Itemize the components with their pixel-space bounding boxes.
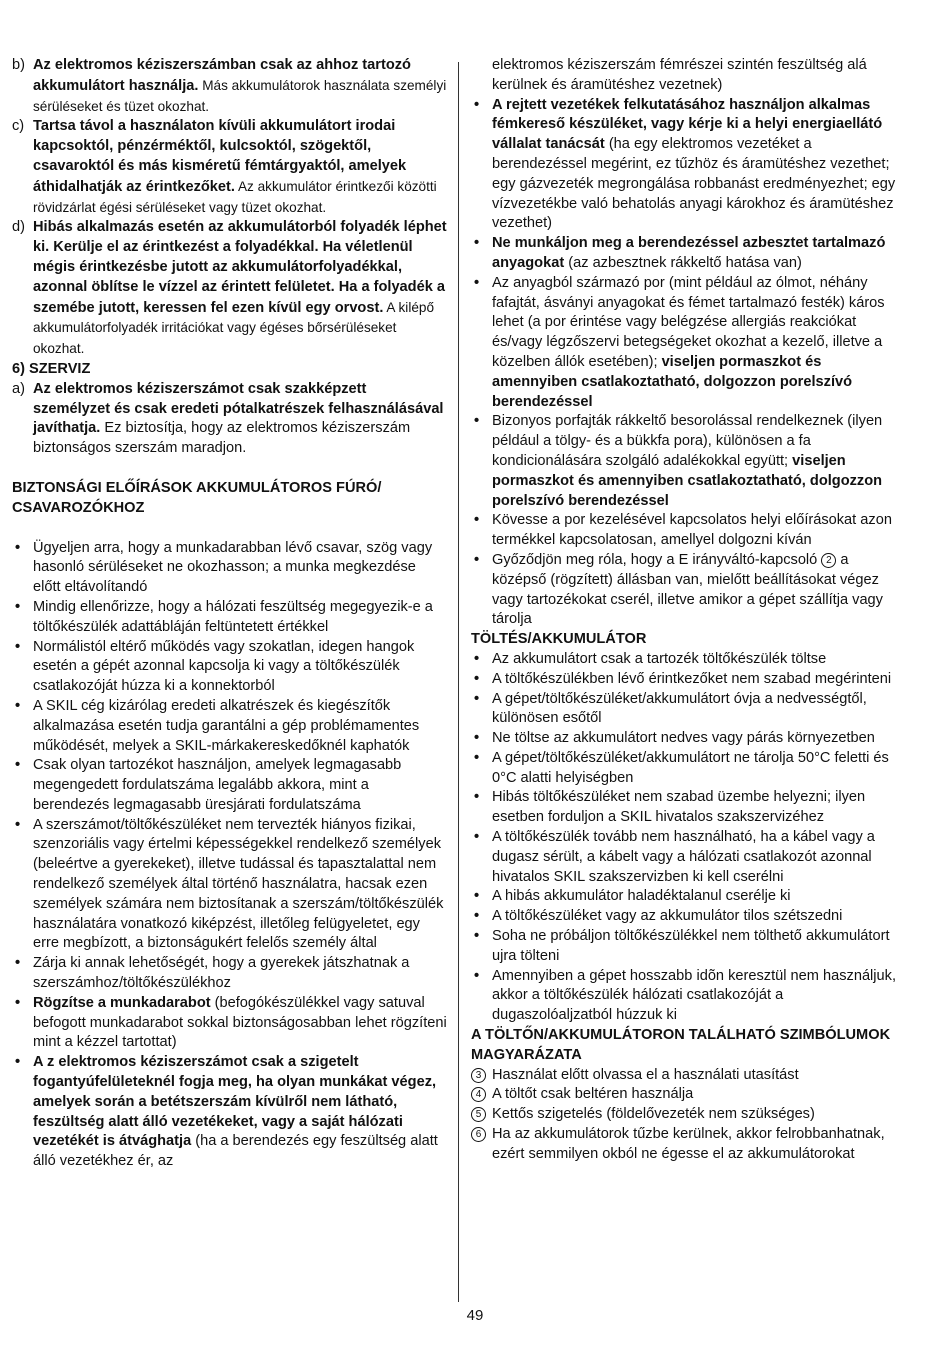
bullet-text: Bizonyos porfajták rákkeltő besorolással rendelkeznek (ilyen például a tölgy- és a bükkfa pora), különösen a fa kondicionálására szolgáló adalékokkal együtt;	[492, 413, 883, 469]
charging-bullet-item	[471, 907, 905, 927]
bullet-bold-text: viseljen pormaszkot és amennyiben csatlakoztatható, dolgozzon porelszívó berendezéssel	[492, 452, 883, 509]
bullet-item	[12, 598, 447, 638]
item-text: A kilépő akkumulátorfolyadék irritációkat vagy égéses bőrsérüléseket okozhat.	[33, 299, 435, 357]
charging-bullet-item	[471, 690, 905, 730]
symbol-text: Ha az akkumulátorok tűzbe kerülnek, akkor felrobbanhatnak, ezért semmilyen okból ne égesse el az akkumulátorokat	[492, 1126, 885, 1162]
list-item-d	[12, 218, 447, 360]
bullet-item	[471, 412, 905, 511]
bullet-item	[12, 816, 447, 955]
symbol-number: 3	[471, 1068, 486, 1083]
column-divider	[458, 62, 459, 1302]
symbol-item	[471, 1105, 905, 1125]
item-bold-text: Az elektromos kéziszerszámot csak szakképzett személyzet és csak eredeti pótalkatrészek felhasználásával javíthatja.	[33, 380, 444, 437]
charging-bullet-item	[471, 887, 905, 907]
bullet-item	[12, 756, 447, 815]
charging-bullet-item	[471, 729, 905, 749]
bullet-text: A gépet/töltőkészüléket/akkumulátort ne tárolja 50°C feletti és 0°C alatti helyiségben	[492, 749, 889, 786]
bullet-item	[12, 954, 447, 994]
bullet-text: A töltőkészülék tovább nem használható, ha a kábel vagy a dugasz sérült, a kábelt vagy a hálózati csatlakozót azonnal hivatalos SKIL szakszervizben ki kell cserélni	[492, 829, 875, 885]
item-bold-text: Hibás alkalmazás esetén az akkumulátorból folyadék léphet ki. Kerülje el az érintkezést a folyadékkal. Ha véletlenül mégis érintkezésbe jutott az akkumulátorfolyadékkal, azonnal öblítse le vízzel az érintett felületet. Ha a folyadék a szemébe jutott, keressen fel ezen kívül egy orvost.	[33, 219, 447, 316]
right-column	[471, 56, 905, 1165]
bullet-item	[471, 96, 905, 235]
bullet-item	[12, 539, 447, 598]
charging-bullet-item	[471, 749, 905, 789]
bullet-text: A töltőkészüléket vagy az akkumulátor tilos szétszedni	[492, 908, 843, 925]
item-text: Más akkumulátorok használata személyi sérüléseket és tüzet okozhat.	[33, 77, 447, 114]
bullet-text: Hibás töltőkészüléket nem szabad üzembe helyezni; ilyen esetben forduljon a SKIL hivatalos szakszervizéhez	[492, 789, 866, 826]
item-text: Ez biztosítja, hogy az elektromos kéziszerszám biztonságos szerszám maradjon.	[33, 420, 411, 457]
symbol-number: 4	[471, 1087, 486, 1102]
bullet-text: (befogókészülékkel vagy satuval befogott munkadarabot sokkal biztonságosabban lehet rögzíteni mint a kézzel tartottat)	[33, 994, 447, 1051]
item-bold-text: Az elektromos kéziszerszámban csak az ahhoz tartozó akkumulátort használja.	[33, 57, 411, 94]
bullet-item	[12, 697, 447, 756]
charging-bullet-item	[471, 670, 905, 690]
symbol-number: 5	[471, 1107, 486, 1122]
bullet-item	[12, 1053, 447, 1172]
bullet-item	[12, 638, 447, 697]
symbol-number: 6	[471, 1127, 486, 1142]
symbol-text: Kettős szigetelés (földelővezeték nem szükséges)	[492, 1106, 815, 1123]
item-marker: d)	[12, 219, 25, 236]
charging-bullet-item	[471, 967, 905, 1026]
switch-bullet	[471, 551, 905, 630]
bullet-text: Az akkumulátort csak a tartozék töltőkészülék töltse	[492, 650, 827, 667]
bullet-text: Normálistól eltérő működés vagy szokatlan, idegen hangok esetén a gépét azonnal kapcsolja ki vagy a töltőkészülék csatlakozóját húzza ki a konnektorból	[33, 638, 415, 695]
callout-number: 2	[821, 553, 836, 568]
item-text: Az akkumulátor érintkezői közötti rövidzárlat égési sérüléseket vagy tüzet okozhat.	[33, 178, 437, 215]
symbol-item	[471, 1085, 905, 1105]
bullet-text: Győződjön meg róla, hogy a E irányváltó-kapcsoló	[492, 551, 822, 568]
bullet-text: Zárja ki annak lehetőségét, hogy a gyerekek játszhatnak a szerszámhoz/töltőkészülékhoz	[33, 955, 410, 992]
safety-bullet-list	[12, 539, 447, 1173]
charging-bullet-item	[471, 650, 905, 670]
bullet-text: Ügyeljen arra, hogy a munkadarabban lévő csavar, szög vagy hasonló sérüléseket ne okozhasson; a munka megkezdése előtt eltávolítandó	[33, 539, 433, 596]
bullet-item	[471, 234, 905, 274]
bullet-text: A gépet/töltőkészüléket/akkumulátort óvja a nedvességtől, különösen esőtől	[492, 690, 867, 727]
bullet-bold-text: A z elektromos kéziszerszámot csak a szigetelt fogantyúfelületeknél fogja meg, ha olyan munkákat végez, amelyek során a betétszerszám kívülről nem látható, feszültség alatt álló vezetékeket, vagy a saját hálózati vezetékét is átvághatja	[33, 1054, 437, 1150]
bullet-text: Csak olyan tartozékot használjon, amelyek legmagasabb megengedett fordulatszáma legalább akkora, mint a berendezés legmagasabb üresjárati fordulatszáma	[33, 757, 402, 813]
safety-bullet-list-continued	[471, 96, 905, 551]
bullet-text: (ha a berendezés egy feszültség alatt álló vezetékhez ér, az	[33, 1133, 438, 1170]
item-marker: a)	[12, 380, 25, 397]
bullet-text: a középső (rögzített) állásban van, mielőtt beállításokat végez vagy tartozékokat cserél, illetve amikor a gépet szállítja vagy tárolja	[492, 551, 883, 628]
bullet-item	[471, 274, 905, 413]
left-column	[12, 56, 447, 1172]
bullet-text: A szerszámot/töltőkészüléket nem tervezték hiányos fizikai, szenzoriális vagy értelmi képességekkel rendelkező személyek (beleértve a gyerekeket), illetve tudással és tapasztalattal nem rendelkező személyek által történő használatra, hacsak ezen személyek számára nem biztosítanak a szerszám/töltőkészülék használatára vonatkozó kiképzést, illetőleg felügyeletet, egy erre megbízott, a biztonságukért felelős személy által	[33, 816, 444, 952]
symbol-item	[471, 1125, 905, 1165]
list-item-a	[12, 380, 447, 459]
symbol-text: A töltőt csak beltéren használja	[492, 1086, 694, 1103]
symbol-item	[471, 1066, 905, 1086]
bullet-text: (az azbesztnek rákkeltő hatása van)	[564, 254, 802, 271]
item-bold-text: Tartsa távol a használaton kívüli akkumulátort irodai kapcsoktól, pénzérméktől, kulcsoktól, szögektől, csavaroktól és más kisméretű fémtárgyaktól, amelyek áthidalhatják az érintkezőket.	[33, 118, 407, 195]
list-item-c	[12, 117, 447, 218]
bullet-bold-text: A rejtett vezetékek felkutatásához használjon alkalmas fémkereső készüléket, vagy kérje ki a helyi energiaellátó vállalat tanácsát	[492, 96, 883, 153]
bullet-text: A töltőkészülékben lévő érintkezőket nem szabad megérinteni	[492, 670, 892, 687]
item-marker: c)	[12, 118, 25, 135]
bullet-item	[12, 994, 447, 1053]
continued-text: elektromos kéziszerszám fémrészei szintén feszültség alá kerülnek és áramütéshez vezetnek)	[492, 57, 867, 93]
bullet-text: Soha ne próbáljon töltőkészülékkel nem tölthető akkumulátort ujra tölteni	[492, 928, 890, 964]
charging-heading: TÖLTÉS/AKKUMULÁTOR	[471, 631, 647, 648]
charging-bullet-item	[471, 927, 905, 967]
page-number: 49	[466, 1307, 484, 1324]
bullet-text: A SKIL cég kizárólag eredeti alkatrészek és kiegészítők alkalmazása esetén tudja garantálni a gép problémamentes működését, melyek a SKIL-márkakereskedőknél kaphatók	[33, 697, 420, 754]
charging-bullet-item	[471, 828, 905, 887]
safety-heading: BIZTONSÁGI ELŐÍRÁSOK AKKUMULÁTOROS FÚRÓ/ CSAVAROZÓKHOZ	[12, 479, 382, 516]
bullet-text: (ha egy elektromos vezetéket a berendezéssel megérint, ez tűzhöz és áramütéshez vezethet; egy gázvezeték megrongálása robbanást eredményezhet; egy vízvezetékbe való behatolás anyagi károkhoz és áramütéshez vezethet)	[492, 136, 896, 232]
bullet-bold-text: Ne munkáljon meg a berendezéssel azbesztet tartalmazó anyagokat	[492, 235, 886, 271]
bullet-text: A hibás akkumulátor haladéktalanul cserélje ki	[492, 888, 791, 905]
bullet-text: Mindig ellenőrizze, hogy a hálózati feszültség megegyezik-e a töltőkészülék adattábláján feltüntetett értékkel	[33, 598, 433, 635]
symbols-list	[471, 1066, 905, 1165]
bullet-bold-text: viseljen pormaszkot és amennyiben csatlakoztatható, dolgozzon porelszívó berendezéssel	[492, 353, 853, 410]
bullet-text: Ne töltse az akkumulátort nedves vagy párás környezetben	[492, 730, 875, 747]
bullet-text: Az anyagból származó por (mint például az ólmot, néhány fafajtát, ásványi anyagokat és fémet tartalmazó festék) káros lehet (a por érintése vagy belégzése allergiás reakciókat és/vagy légzőszervi betegségeket okozhat a kezelő, illetve a közelben állók esetében);	[492, 274, 885, 370]
bullet-bold-text: Rögzítse a munkadarabot	[33, 994, 211, 1011]
charging-bullet-item	[471, 788, 905, 828]
list-item-b	[12, 56, 447, 117]
symbol-text: Használat előtt olvassa el a használati utasítást	[492, 1066, 799, 1083]
item-marker: b)	[12, 57, 25, 73]
service-heading: 6) SZERVIZ	[12, 360, 91, 377]
bullet-text: Kövesse a por kezelésével kapcsolatos helyi előírásokat azon termékkel kapcsolatosan, amellyel dolgozni kíván	[492, 512, 892, 549]
bullet-text: Amennyiben a gépet hosszabb idõn keresztül nem használjuk, akkor a töltőkészülék hálózati csatlakozóját a dugaszolóaljzatból húzzuk ki	[492, 967, 897, 1024]
bullet-item	[471, 511, 905, 551]
symbols-heading: A TÖLTŐN/AKKUMULÁTORON TALÁLHATÓ SZIMBÓLUMOK MAGYARÁZATA	[471, 1027, 891, 1063]
charging-bullet-list	[471, 650, 905, 1026]
